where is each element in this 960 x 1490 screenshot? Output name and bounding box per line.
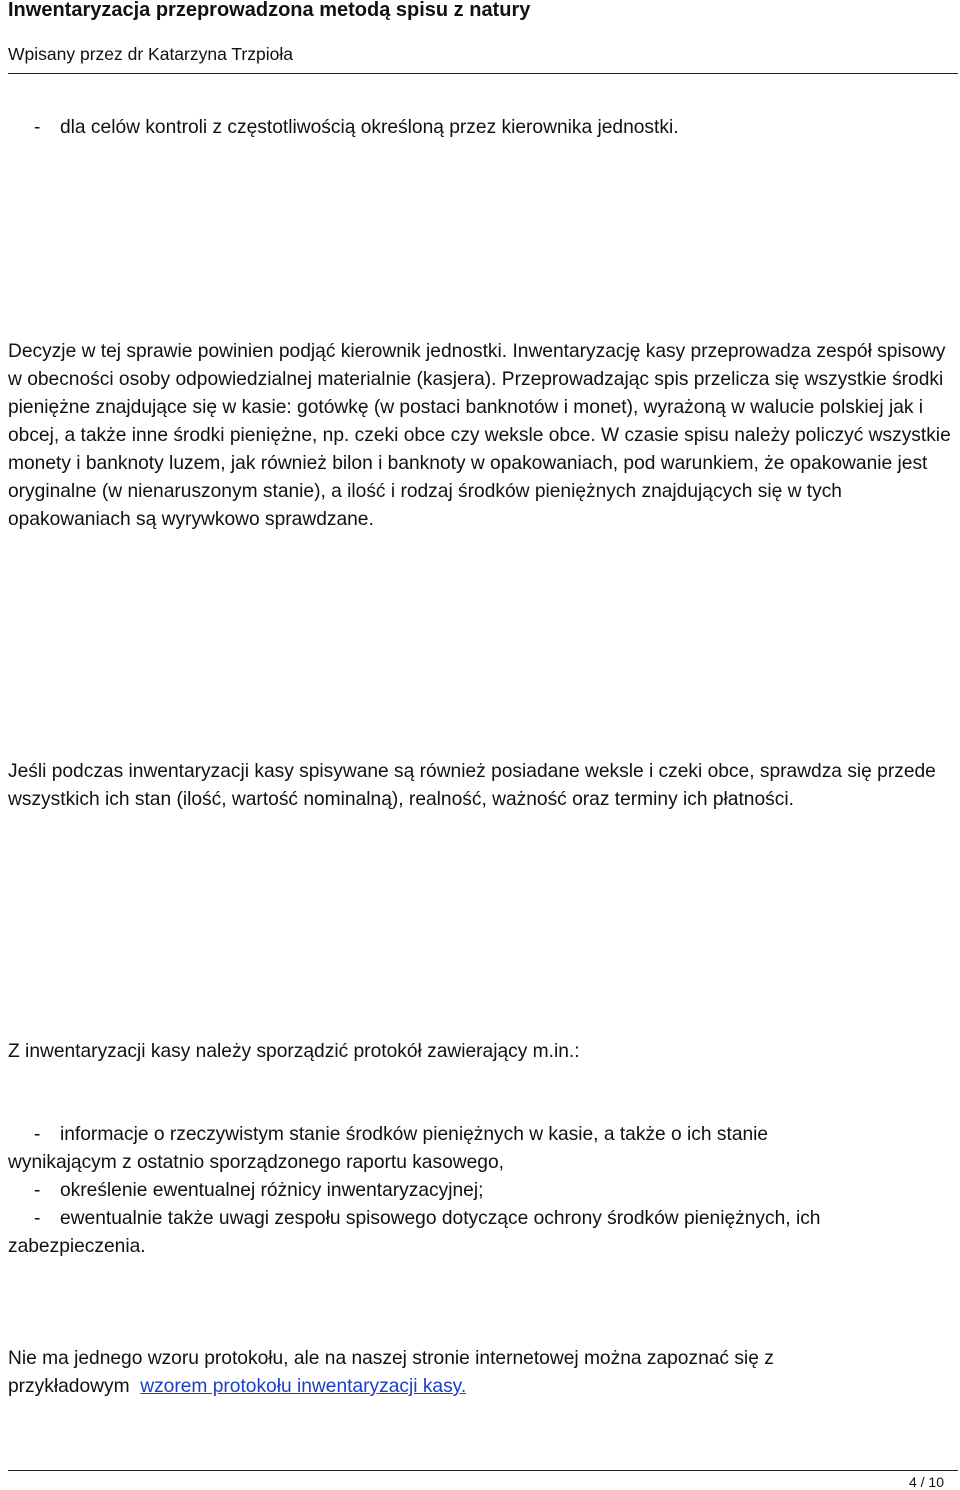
document-author: Wpisany przez dr Katarzyna Trzpioła (8, 44, 293, 64)
dash-marker: - (34, 1208, 41, 1229)
dash-list-item (8, 114, 958, 142)
list-item (8, 1177, 958, 1205)
paragraph-cash-inventory: Decyzje w tej sprawie powinien podjąć kierownik jednostki. Inwentaryzację kasy przeprowadza zespół spisowy w obecności osoby odpowiedzialnej materialnie (kasjera). Przeprowadzając spis przelicza się wszystkie środki pieniężne znajdujące się w kasie: gotówkę (w postaci banknotów i monet), wyrażoną w walucie polskiej jak i obcej, a także inne środki pieniężne, np. czeki obce czy weksle obce. W czasie spisu należy policzyć wszystkie monety i banknoty luzem, jak również bilon i banknoty w opakowaniach, pod warunkiem, że opakowanie jest oryginalne (w nienaruszonym stanie), a ilość i rodzaj środków pieniężnych znajdujących się w tych opakowaniach są wyrywkowo sprawdzane. (8, 341, 951, 530)
list-item-continuation: wynikającym z ostatnio sporządzonego raportu kasowego, (8, 1152, 504, 1173)
dash-marker: - (34, 1124, 41, 1145)
list-item-text: informacje o rzeczywistym stanie środków pieniężnych w kasie, a także o ich stanie (60, 1124, 769, 1145)
document-title: Inwentaryzacja przeprowadzona metodą spisu z natury (8, 0, 531, 21)
paragraph-text: Nie ma jednego wzoru protokołu, ale na naszej stronie internetowej można zapoznać się z przykładowym (8, 1348, 774, 1397)
dash-marker: - (34, 1180, 41, 1201)
protocol-items-list (8, 1121, 958, 1261)
list-item (8, 1205, 958, 1261)
list-item-text: określenie ewentualnej różnicy inwentaryzacyjnej; (60, 1180, 484, 1201)
protocol-template-link[interactable]: wzorem protokołu inwentaryzacji kasy. (140, 1376, 467, 1397)
dash-marker: - (34, 117, 41, 138)
list-item-text: ewentualnie także uwagi zespołu spisowego dotyczące ochrony środków pieniężnych, ich (60, 1208, 821, 1229)
list-item (8, 1121, 958, 1177)
paragraph-protocol-intro: Z inwentaryzacji kasy należy sporządzić protokół zawierający m.in.: (8, 1041, 580, 1062)
page-number: 4 / 10 (908, 1474, 944, 1490)
paragraph-protocol-template (8, 1345, 958, 1401)
list-item-continuation: zabezpieczenia. (8, 1236, 146, 1257)
list-item-text: dla celów kontroli z częstotliwością określoną przez kierownika jednostki. (60, 117, 679, 138)
page-footer (8, 1470, 958, 1490)
paragraph-bills-checks: Jeśli podczas inwentaryzacji kasy spisywane są również posiadane weksle i czeki obce, sprawdza się przede wszystkich ich stan (ilość, wartość nominalną), realność, ważność oraz terminy ich płatności. (8, 761, 936, 810)
page-header (8, 0, 958, 74)
